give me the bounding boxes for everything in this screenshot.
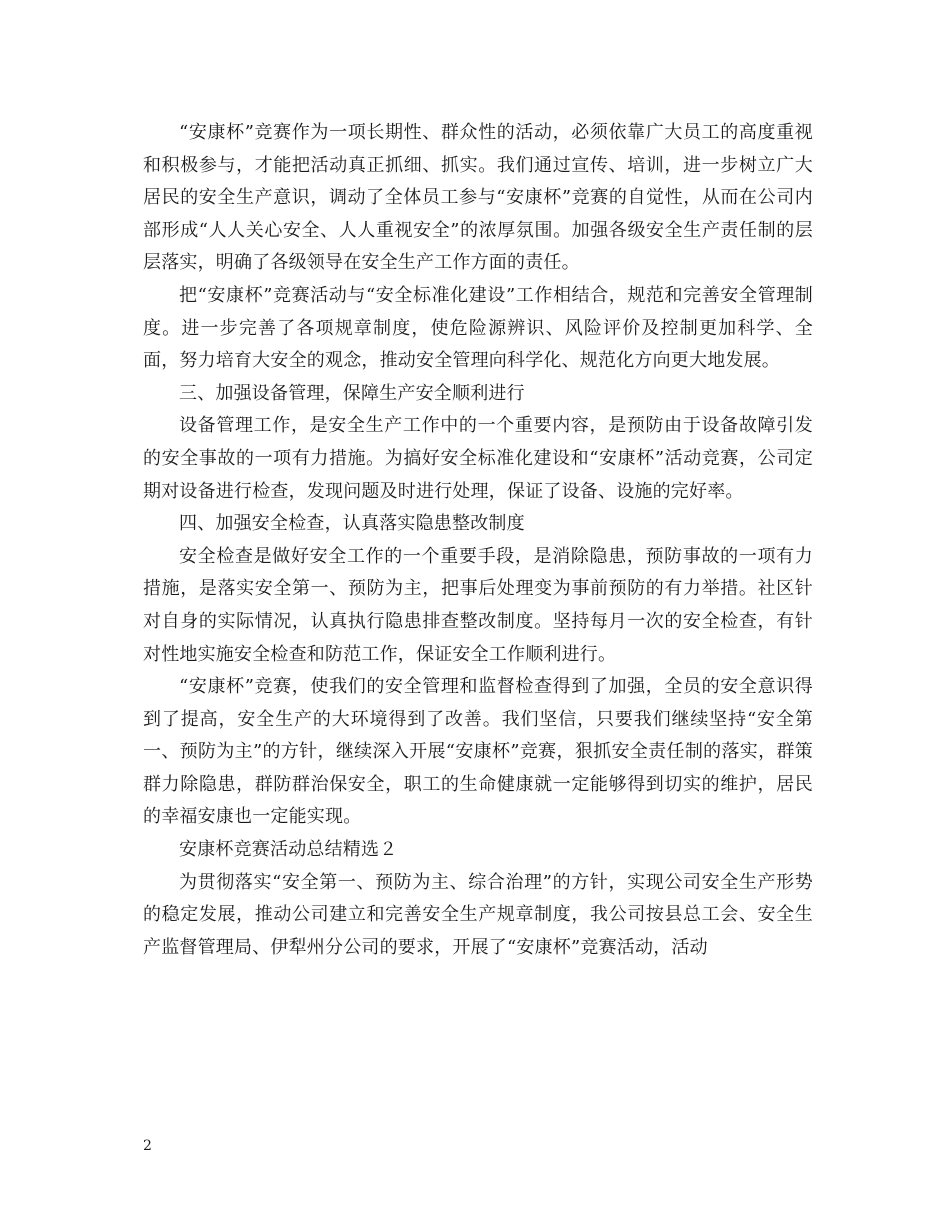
section-heading-inspection: 四、加强安全检查，认真落实隐患整改制度 [179,513,525,535]
section-heading-equipment: 三、加强设备管理，保障生产安全顺利进行 [179,382,525,404]
page-number: 2 [143,1138,152,1154]
paragraph-equipment-management: 设备管理工作，是安全生产工作中的一个重要内容，是预防由于设备故障引发的安全事故的一项有力措施。为搞好安全标准化建设和“安康杯”活动竞赛，公司定期对设备进行检查，发现问题及时进行处理，保证了设备、设施的完好率。 [143,415,813,502]
document-body [143,117,813,964]
paragraph-safety-cup-participation: “安康杯”竞赛作为一项长期性、群众性的活动，必须依靠广大员工的高度重视和积极参与，才能把活动真正抓细、抓实。我们通过宣传、培训，进一步树立广大居民的安全生产意识，调动了全体员工参与“安康杯”竞赛的自觉性，从而在公司内部形成“人人关心安全、人人重视安全”的浓厚氛围。加强各级安全生产责任制的层层落实，明确了各级领导在安全生产工作方面的责任。 [143,122,813,274]
paragraph-summary-2-intro: 为贯彻落实“安全第一、预防为主、综合治理”的方针，实现公司安全生产形势的稳定发展，推动公司建立和完善安全生产规章制度，我公司按县总工会、安全生产监督管理局、伊犁州分公司的要求，开展了“安康杯”竞赛活动，活动 [143,871,813,958]
paragraph-safety-inspection: 安全检查是做好安全工作的一个重要手段，是消除隐患，预防事故的一项有力措施，是落实安全第一、预防为主，把事后处理变为事前预防的有力举措。社区针对自身的实际情况，认真执行隐患排查整改制度。坚持每月一次的安全检查，有针对性地实施安全检查和防范工作，保证安全工作顺利进行。 [143,545,813,665]
paragraph-conclusion: “安康杯”竞赛，使我们的安全管理和监督检查得到了加强，全员的安全意识得到了提高，安全生产的大环境得到了改善。我们坚信，只要我们继续坚持“安全第一、预防为主”的方针，继续深入开展“安康杯”竞赛，狠抓安全责任制的落实，群策群力除隐患，群防群治保安全，职工的生命健康就一定能够得到切实的维护，居民的幸福安康也一定能实现。 [143,676,813,828]
paragraph-standardization: 把“安康杯”竞赛活动与“安全标准化建设”工作相结合，规范和完善安全管理制度。进一步完善了各项规章制度，使危险源辨识、风险评价及控制更加科学、全面，努力培育大安全的观念，推动安全管理向科学化、规范化方向更大地发展。 [143,284,813,372]
section-heading-summary-2: 安康杯竞赛活动总结精选２ [179,839,398,861]
